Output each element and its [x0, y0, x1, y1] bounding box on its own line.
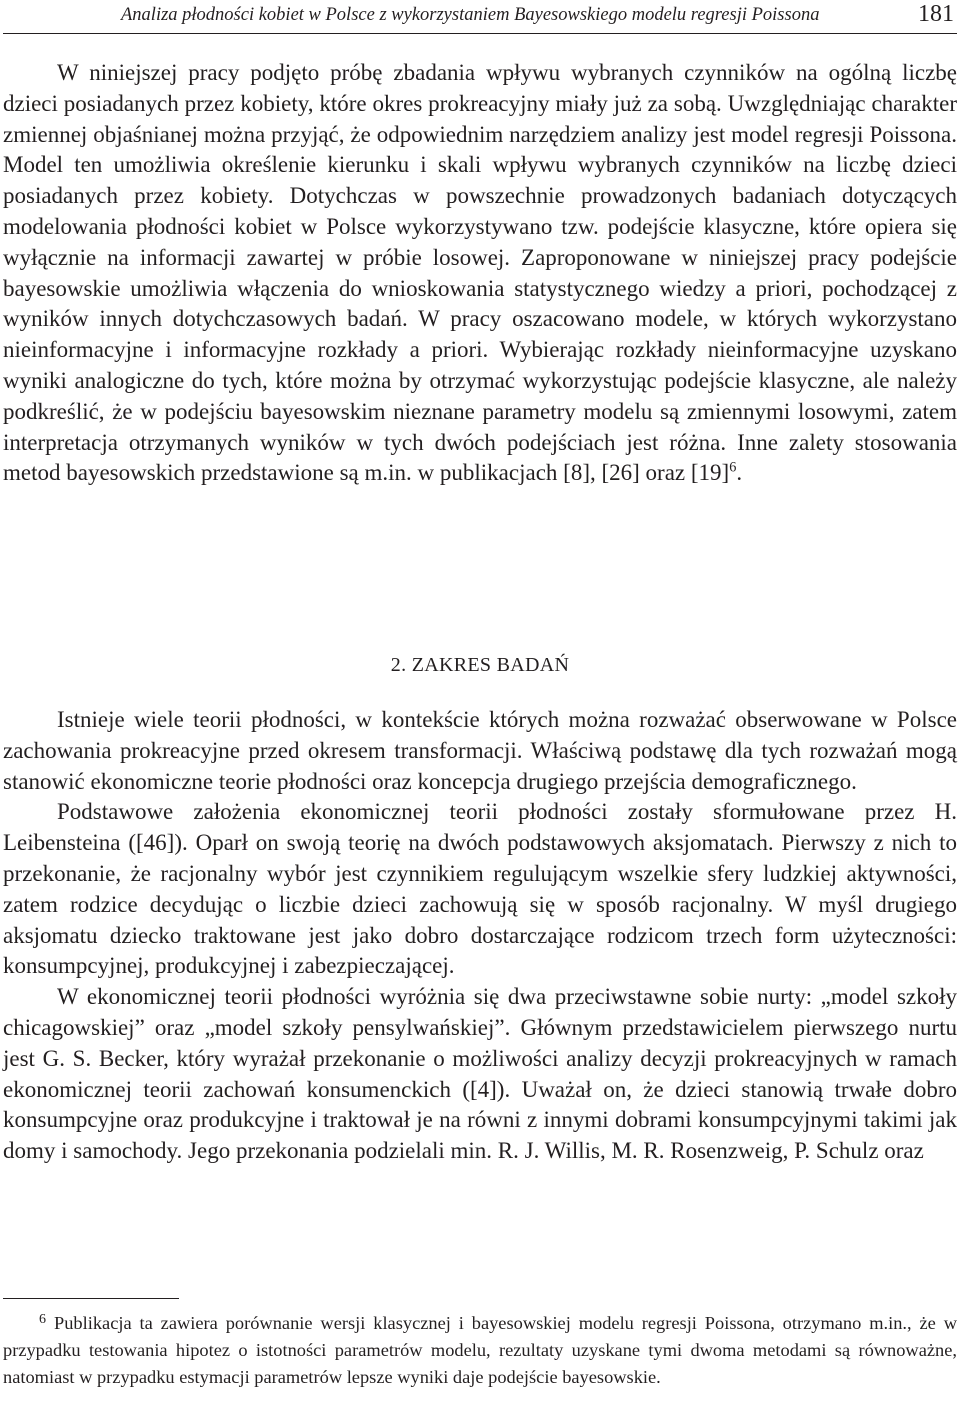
section-paragraph-1: Istnieje wiele teorii płodności, w kontekście których można rozważać obserwowane w Polsce zachowania prokreacyjne przed okresem transformacji. Właściwą podstawę dla tych rozważań mogą stanowić ekonomiczne teorie płodności oraz koncepcja drugiego przejścia demograficznego.	[3, 707, 957, 794]
footnote-number: 6	[39, 1312, 46, 1327]
page-number: 181	[918, 1, 954, 27]
footnote-text: Publikacja ta zawiera porównanie wersji klasycznej i bayesowskiej modelu regresji Poissona, otrzymano m.in., że w przypadku testowania hipotez o istotności parametrów modelu, rezultaty uzyskane tymi dwoma metodami są równoważne, natomiast w przypadku estymacji parametrów lepsze wyniki daje podejście bayesowskie.	[3, 1313, 957, 1387]
document-page	[3, 0, 957, 1419]
section-heading: 2. ZAKRES BADAŃ	[390, 654, 570, 676]
footnote-paragraph	[3, 1310, 957, 1391]
running-title: Analiza płodności kobiet w Polsce z wykorzystaniem Bayesowskiego modelu regresji Poissona	[121, 5, 820, 25]
footnote	[3, 1310, 957, 1391]
intro-paragraph-text: W niniejszej pracy podjęto próbę zbadania wpływu wybranych czynników na ogólną liczbę dzieci posiadanych przez kobiety, które okres prokreacyjny miały już za sobą. Uwzględniając charakter zmiennej objaśnianej można przyjąć, że odpowiednim narzędziem analizy jest model regresji Poissona. Model ten umożliwia określenie kierunku i skali wpływu wybranych czynników na liczbę dzieci posiadanych przez kobiety. Dotychczas w powszechnie prowadzonych badaniach dotyczących modelowania płodności kobiet w Polsce wykorzystywano tzw. podejście klasyczne, które opiera się wyłącznie na informacji zawartej w próbie losowej. Zaproponowane w niniejszej pracy podejście bayesowskie umożliwia włączenia do wnioskowania statystycznego wiedzy a priori, pochodzącej z wyników innych dotychczasowych badań. W pracy oszacowano modele, w których wykorzystano nieinformacyjne i informacyjne rozkłady a priori. Wybierając rozkłady nieinformacyjne uzyskano wyniki analogiczne do tych, które można by otrzymać wykorzystując podejście klasyczne, ale należy podkreślić, że w podejściu bayesowskim nieznane parametry modelu są zmiennymi losowymi, zatem interpretacja otrzymanych wyników w tych dwóch podejściach jest różna. Inne zalety stosowania metod bayesowskich przedstawione są m.in. w publikacjach [8], [26] oraz [19]	[3, 60, 957, 486]
section-body	[3, 705, 957, 1167]
page-header	[3, 0, 957, 34]
intro-paragraph-end: .	[736, 460, 743, 486]
section-paragraph-3: W ekonomicznej teorii płodności wyróżnia się dwa przeciwstawne sobie nurty: „model szkoły chicagowskiej” oraz „model szkoły pensylwańskiej”. Głównym przedstawicielem pierwszego nurtu jest G. S. Becker, który wyrażał przekonanie o możliwości analizy decyzji prokreacyjnych w ramach ekonomicznej teorii zachowań konsumenckich ([4]). Uważał on, że dzieci stanowią trwałe dobro konsumpcyjne oraz produkcyjne i traktował je na równi z innymi dobrami konsumpcyjnymi takimi jak domy i samochody. Jego przekonania podzielali min. R. J. Willis, M. R. Rosenzweig, P. Schulz oraz	[3, 984, 957, 1164]
footnote-reference: 6	[729, 459, 737, 476]
section-paragraph-2: Podstawowe założenia ekonomicznej teorii płodności zostały sformułowane przez H. Leibensteina ([46]). Oparł on swoją teorię na dwóch podstawowych aksjomatach. Pierwszy z nich to przekonanie, że racjonalny wybór jest czynnikiem regulującym wszelkie sfery ludzkiej aktywności, zatem rodzice decydując o liczbie dzieci zachowują się w sposób racjonalny. W myśl drugiego aksjomatu dziecko traktowane jest jako dobro dostarczające rodzicom trzech form użyteczności: konsumpcyjnej, produkcyjnej i zabezpieczającej.	[3, 799, 957, 979]
intro-paragraph	[3, 58, 957, 489]
footnote-separator	[3, 1298, 179, 1299]
intro-section	[3, 58, 957, 489]
